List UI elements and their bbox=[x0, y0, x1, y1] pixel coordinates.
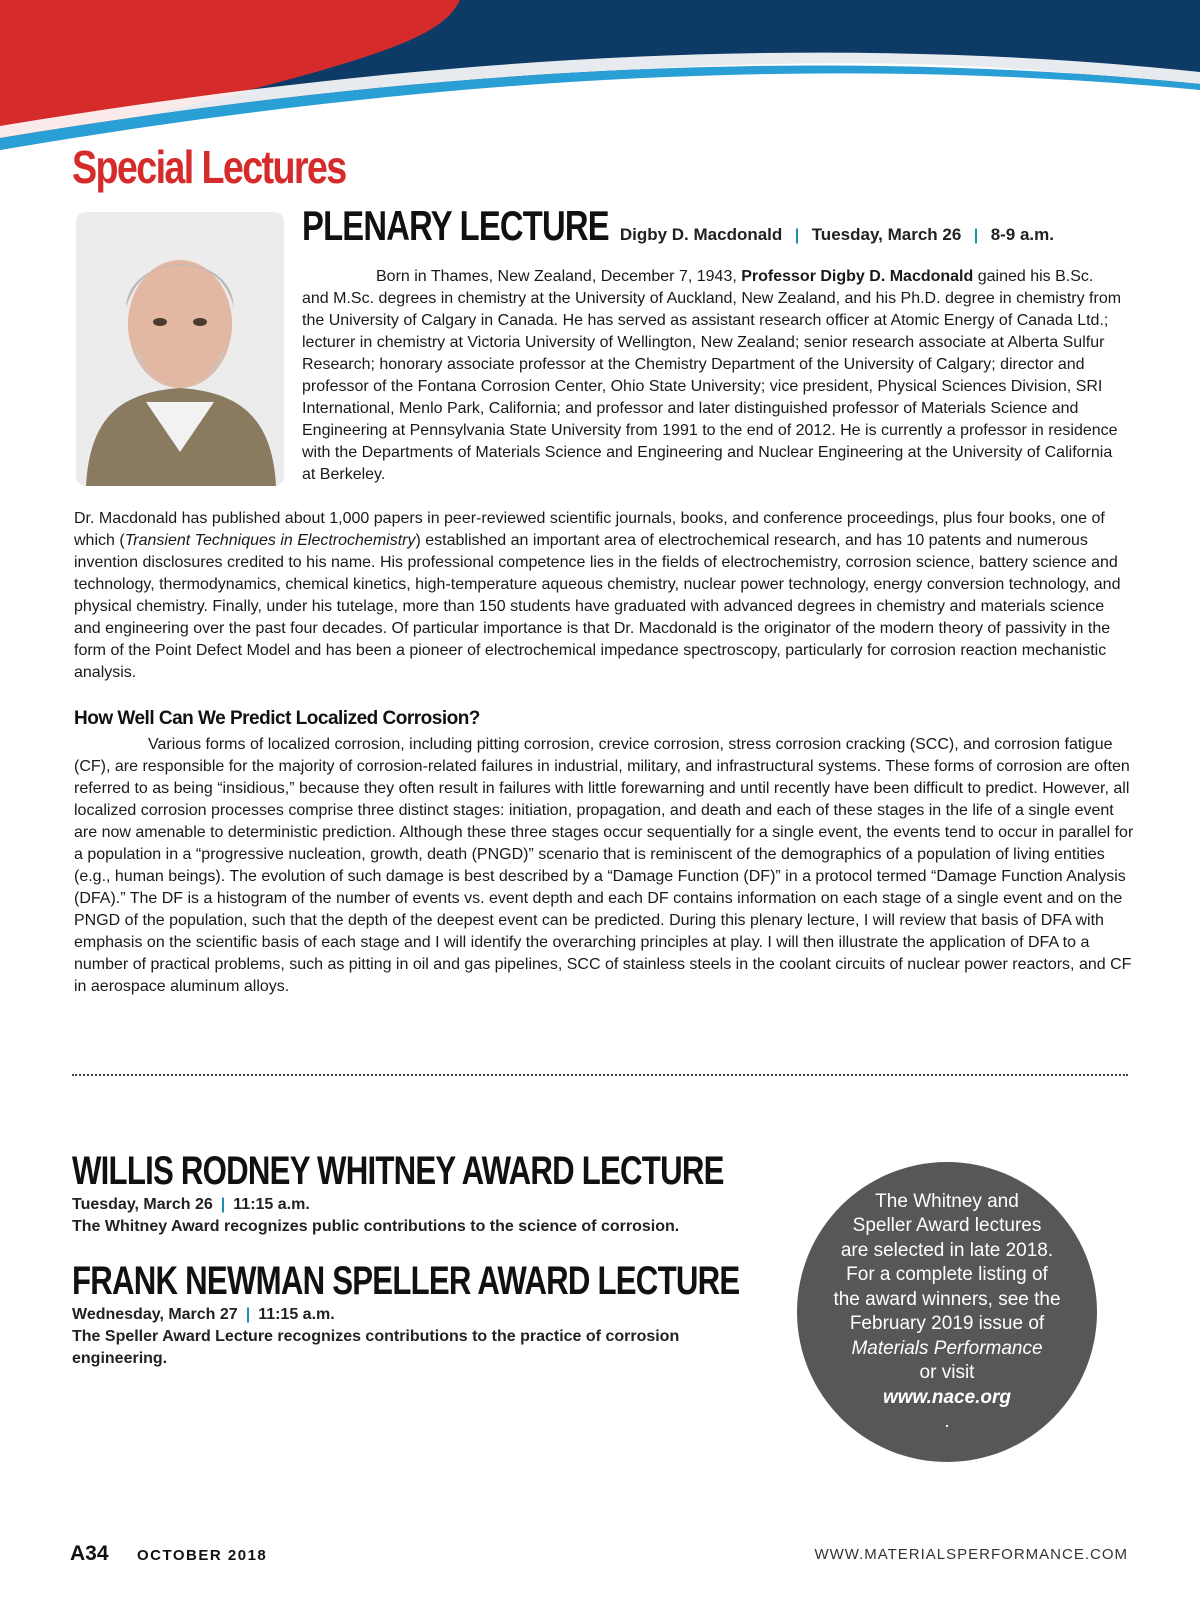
speller-time: 11:15 a.m. bbox=[258, 1306, 335, 1323]
bio-paragraph-2 bbox=[74, 508, 1124, 684]
separator-bar: | bbox=[220, 1196, 226, 1213]
abstract-paragraph bbox=[74, 734, 1134, 998]
bio-text: Born in Thames, New Zealand, December 7, 1943, bbox=[376, 268, 742, 285]
award-info-callout bbox=[797, 1162, 1097, 1462]
whitney-title: WILLIS RODNEY WHITNEY AWARD LECTURE bbox=[72, 1149, 724, 1193]
callout-line: the award winners, see the bbox=[833, 1288, 1061, 1310]
plenary-heading: PLENARY LECTURE bbox=[302, 202, 609, 249]
dotted-divider bbox=[72, 1074, 1128, 1076]
footer-left bbox=[70, 1542, 267, 1566]
header-banner bbox=[0, 0, 1200, 150]
callout-link-line bbox=[883, 1386, 1011, 1435]
callout-line: February 2019 issue of bbox=[849, 1313, 1045, 1334]
plenary-date: Tuesday, March 26 bbox=[811, 225, 962, 244]
abstract-title: How Well Can We Predict Localized Corrosion? bbox=[74, 708, 480, 729]
speller-award-section bbox=[72, 1258, 792, 1370]
separator-bar: | bbox=[794, 227, 800, 244]
issue-date: OCTOBER 2018 bbox=[136, 1547, 268, 1564]
bio-text: gained his B.Sc. and M.Sc. degrees in chemistry at the University of Auckland, New Zealand, and his Ph.D. degree in chemistry from the University of Calgary in Canada. He has served as assistant research officer at Atomic Energy of Canada Ltd.; lecturer in chemistry at Victoria University of Wellington, New Zealand; senior research associate at Alberta Sulfur Research; honorary associate professor at the Chemistry Department of the University of Calgary; director and professor of the Fontana Corrosion Center, Ohio State University; vice president, Physical Sciences Division, SRI International, Menlo Park, California; and professor and later distinguished professor of Materials Science and Engineering at Pennsylvania State University from 1991 to the end of 2012. He is currently a professor in residence with the Departments of Materials Science and Engineering and Nuclear Engineering at the University of California at Berkeley. bbox=[302, 268, 1122, 483]
speller-date: Wednesday, March 27 bbox=[72, 1306, 238, 1323]
abstract-text: Various forms of localized corrosion, including pitting corrosion, crevice corrosion, stress corrosion cracking (SCC), and corrosion fatigue (CF), are responsible for the majority of corrosion-related failures in industrial, military, and infrastructural systems. These forms of corrosion are often referred to as being “insidious,” because they often result in failures with little forewarning and until recently have been difficult to predict. However, all localized corrosion processes comprise three distinct stages: initiation, propagation, and death and each of these stages in the life of a single event are now amenable to deterministic prediction. Although these three stages occur sequentially for a single event, the events tend to occur in parallel for a population in a “progressive nucleation, growth, death (PNGD)” scenario that is reminiscent of the demographics of a population of living entities (e.g., human beings). The evolution of such damage is best described by a “Damage Function (DF)” in a protocol termed “Damage Function Analysis (DFA).” The DF is a histogram of the number of events vs. event depth and each DF contains information on each stage of a single event and on the PNGD of the population, such that the depth of the deepest event can be predicted. During this plenary lecture, I will review that basis of DFA with emphasis on the scientific basis of each stage and I will identify the overarching principles at play. I will then illustrate the application of DFA to a number of practical problems, such as pitting in oil and gas pipelines, SCC of stainless steels in the coolant circuits of nuclear power reactors, and CF in aerospace aluminum alloys. bbox=[74, 736, 1134, 995]
whitney-schedule bbox=[72, 1194, 792, 1216]
speller-schedule bbox=[72, 1304, 792, 1326]
book-title: Transient Techniques in Electrochemistry bbox=[124, 532, 416, 549]
whitney-date: Tuesday, March 26 bbox=[72, 1196, 213, 1213]
bio-paragraph-1 bbox=[302, 266, 1124, 486]
separator-bar: | bbox=[245, 1306, 251, 1323]
whitney-award-section bbox=[72, 1148, 792, 1238]
speller-description: The Speller Award Lecture recognizes contributions to the practice of corrosion engineering. bbox=[72, 1328, 680, 1367]
speller-title: FRANK NEWMAN SPELLER AWARD LECTURE bbox=[72, 1259, 740, 1303]
speaker-name: Digby D. Macdonald bbox=[619, 225, 783, 244]
footer-website[interactable]: WWW.MATERIALSPERFORMANCE.COM bbox=[814, 1546, 1128, 1563]
separator-bar: | bbox=[973, 227, 979, 244]
callout-line: The Whitney and bbox=[875, 1190, 1019, 1212]
section-title: Special Lectures bbox=[72, 141, 346, 193]
whitney-description: The Whitney Award recognizes public contributions to the science of corrosion. bbox=[72, 1218, 680, 1235]
page-number: A34 bbox=[70, 1542, 109, 1565]
callout-line: are selected in late 2018. bbox=[840, 1239, 1054, 1261]
callout-period: . bbox=[944, 1411, 950, 1432]
bio-text: Dr. Macdonald has published about 1,000 papers in peer-reviewed scientific journals, books, and conference proceedings, plus four books, one of which ( bbox=[74, 510, 1105, 549]
bio-text: ) established an important area of electrochemical research, and has 10 patents and numerous invention disclosures credited to his name. His professional competence lies in the fields of electrochemistry, corrosion science, battery science and technology, thermodynamics, chemical kinetics, high-temperature aqueous chemistry, nuclear power technology, energy conversion technology, and physical chemistry. Finally, under his tutelage, more than 150 students have graduated with advanced degrees in chemistry and materials science and engineering over the past four decades. Of particular importance is that Dr. Macdonald is the originator of the modern theory of passivity in the form of the Point Defect Model and has been a pioneer of electrochemical impedance spectroscopy, particularly for corrosion reaction mechanistic analysis. bbox=[74, 532, 1121, 681]
callout-line: For a complete listing of bbox=[846, 1264, 1048, 1285]
speaker-portrait-photo bbox=[76, 212, 284, 486]
callout-line: or visit bbox=[919, 1362, 975, 1383]
callout-line: Speller Award lectures bbox=[852, 1215, 1042, 1236]
callout-magazine-title: Materials Performance bbox=[851, 1337, 1043, 1359]
bio-name-bold: Professor Digby D. Macdonald bbox=[741, 268, 974, 285]
portrait-icon bbox=[76, 212, 284, 486]
plenary-heading-row bbox=[302, 200, 1162, 252]
nace-link[interactable]: www.nace.org bbox=[882, 1386, 1012, 1408]
whitney-time: 11:15 a.m. bbox=[233, 1196, 310, 1213]
plenary-time: 8-9 a.m. bbox=[990, 225, 1054, 244]
